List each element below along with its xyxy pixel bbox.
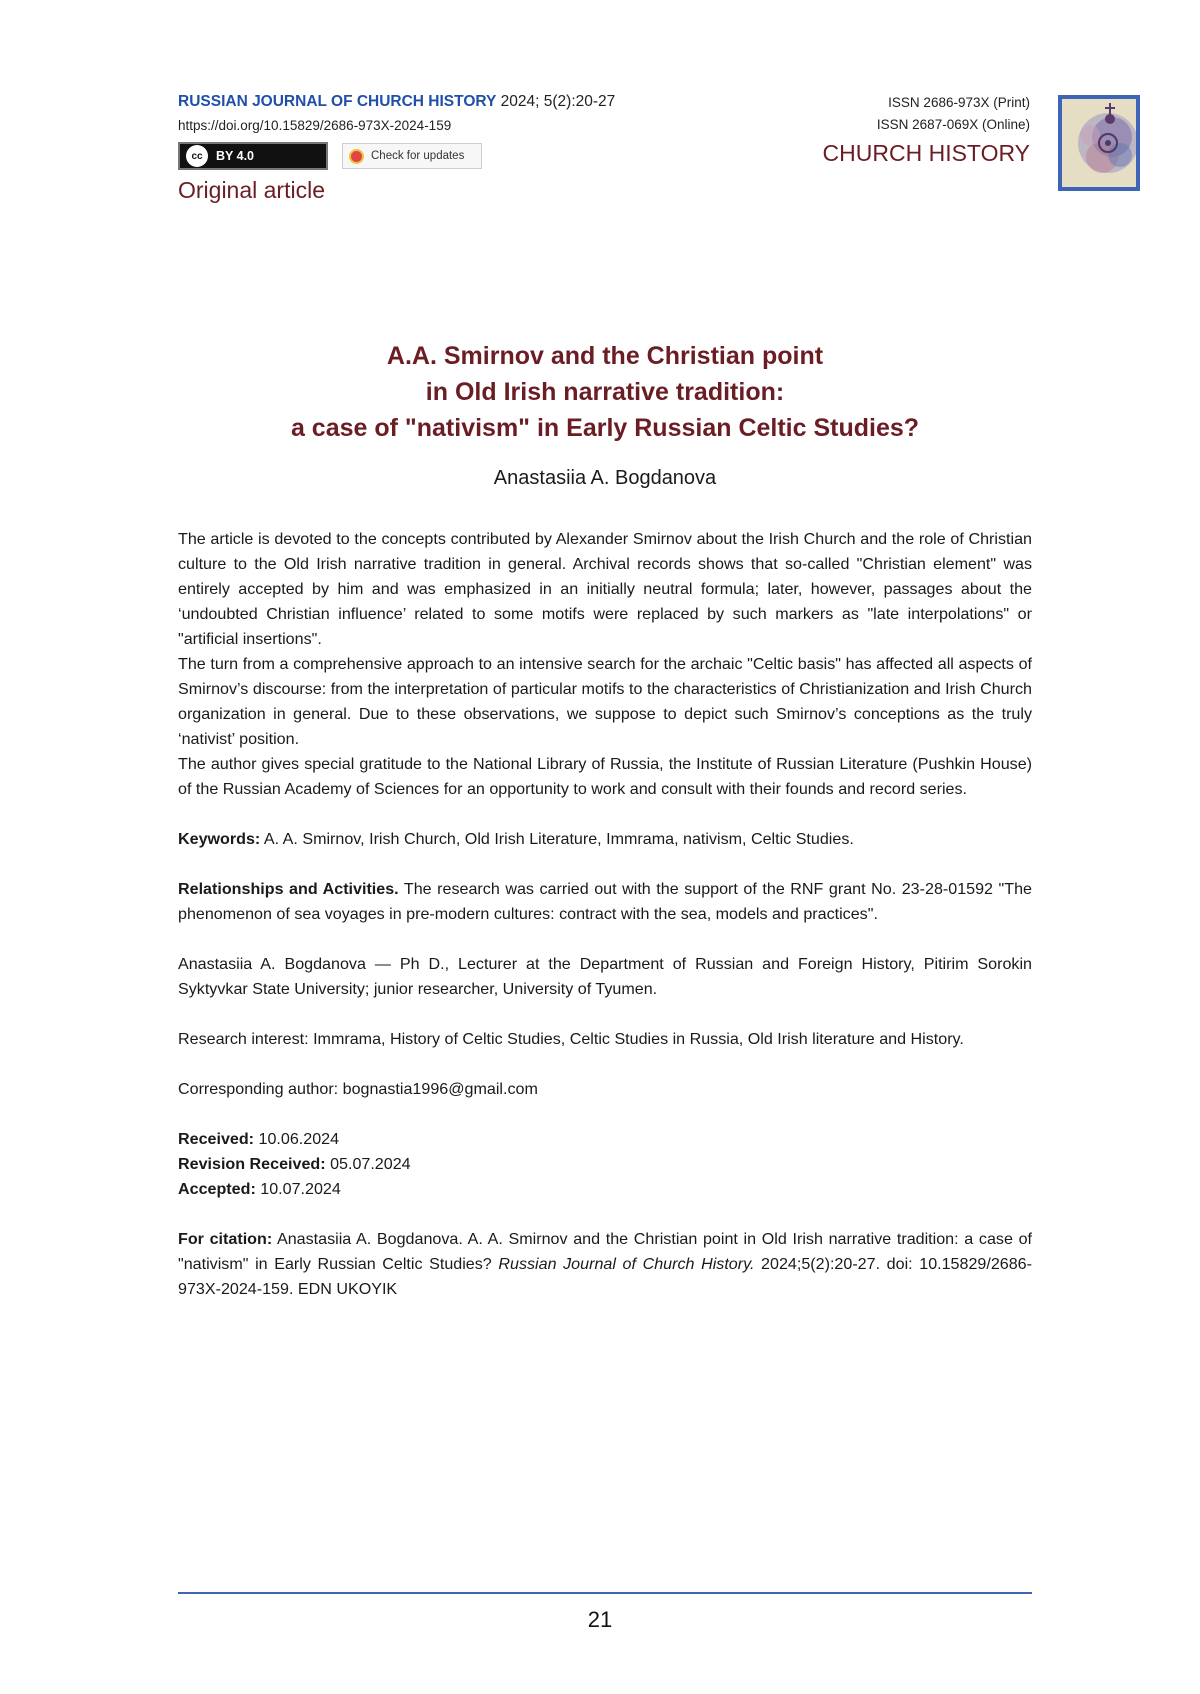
keywords <box>178 827 1032 852</box>
relationships-label: Relationships and Activities. <box>178 880 399 898</box>
relationships-text: The research was carried out with the support of the RNF grant No. 23-28-01592 "The phenomenon of sea voyages in pre-modern cultures: contract with the sea, models and practices". <box>178 880 1032 923</box>
section-name: CHURCH HISTORY <box>822 140 1030 166</box>
journal-name: RUSSIAN JOURNAL OF CHURCH HISTORY <box>178 93 497 110</box>
keywords-text: A. A. Smirnov, Irish Church, Old Irish Literature, Immrama, nativism, Celtic Studies. <box>260 830 854 848</box>
crossmark-icon <box>349 149 364 164</box>
keywords-label: Keywords: <box>178 830 261 848</box>
date-revision <box>178 1152 1032 1177</box>
revision-value: 05.07.2024 <box>325 1155 411 1173</box>
footer-rule <box>178 1592 1032 1594</box>
accepted-label: Accepted: <box>178 1180 256 1198</box>
received-label: Received: <box>178 1130 255 1148</box>
abstract <box>178 527 1032 802</box>
abstract-paragraph-3: The author gives special gratitude to the National Library of Russia, the Institute of Russian Literature (Pushkin House) of the Russian Academy of Sciences for an opportunity to work and consult with their founds and record series. <box>178 755 1032 798</box>
page-number: 21 <box>587 1607 613 1632</box>
date-received <box>178 1127 1032 1152</box>
journal-logo-icon <box>1058 95 1140 191</box>
article-title-line-2: in Old Irish narrative tradition: <box>425 378 785 406</box>
license-label: BY 4.0 <box>216 149 254 163</box>
abstract-paragraph-2: The turn from a comprehensive approach to an intensive search for the archaic "Celtic basis" has affected all aspects of Smirnov’s discourse: from the interpretation of particular motifs to the characteristics of Christianization and Irish Church organization in general. Due to these observations, we suppose to depict such Smirnov’s conceptions as the truly ‘nativist’ position. <box>178 655 1032 748</box>
relationships <box>178 877 1032 927</box>
issn-print: ISSN 2686-973X (Print) <box>888 95 1030 110</box>
article-title-line-3: a case of "nativism" in Early Russian Celtic Studies? <box>290 414 920 442</box>
dates <box>178 1127 1032 1202</box>
logo-graphic <box>1062 99 1136 187</box>
accepted-value: 10.07.2024 <box>255 1180 341 1198</box>
research-interest: Research interest: Immrama, History of Celtic Studies, Celtic Studies in Russia, Old Irish literature and History. <box>178 1030 964 1048</box>
cc-icon: cc <box>186 145 208 167</box>
journal-line <box>178 92 698 112</box>
check-updates-button[interactable] <box>342 143 482 169</box>
citation-text-before: Anastasiia A. Bogdanova. A. A. Smirnov and the Christian point in Old Irish narrative tradition: a case of "nativism" in Early Russian Celtic Studies? <box>178 1230 1033 1273</box>
check-updates-label: Check for updates <box>371 150 465 162</box>
citation-journal: Russian Journal of Church History. <box>498 1255 755 1273</box>
citation <box>178 1227 1032 1302</box>
citation-label: For citation: <box>178 1230 273 1248</box>
header-right <box>690 92 1030 167</box>
author-name: Anastasiia A. Bogdanova <box>493 467 717 489</box>
badges <box>178 142 698 170</box>
received-value: 10.06.2024 <box>254 1130 340 1148</box>
issn-online: ISSN 2687-069X (Online) <box>876 117 1030 132</box>
title-block <box>178 338 1032 491</box>
date-accepted <box>178 1177 1032 1202</box>
citation-text-after: 2024;5(2):20-27. doi: 10.15829/2686-973X-2024-159. EDN UKOYIK <box>178 1255 1032 1298</box>
doi-link[interactable]: https://doi.org/10.15829/2686-973X-2024-159 <box>178 118 452 133</box>
corresponding-author[interactable]: Corresponding author: bognastia1996@gmail.com <box>178 1080 538 1098</box>
cc-license-badge[interactable] <box>178 142 328 170</box>
header-left <box>178 92 698 204</box>
author-info: Anastasiia A. Bogdanova — Ph D., Lecturer at the Department of Russian and Foreign History, Pitirim Sorokin Syktyvkar State University; junior researcher, University of Tyumen. <box>178 955 1032 998</box>
article-type: Original article <box>178 177 325 203</box>
revision-label: Revision Received: <box>178 1155 326 1173</box>
article-title-line-1: A.A. Smirnov and the Christian point <box>386 342 824 370</box>
abstract-paragraph-1: The article is devoted to the concepts contributed by Alexander Smirnov about the Irish Church and the role of Christian culture to the Old Irish narrative tradition in general. Archival records shows that so-called "Christian element" was entirely accepted by him and was emphasized in an initially neutral formula; later, however, passages about the ‘undoubted Christian influence’ related to some motifs were replaced by such markers as "late interpolations" or "artificial insertions". <box>178 530 1032 648</box>
journal-issue: 2024; 5(2):20-27 <box>500 93 616 110</box>
body-block <box>178 527 1032 1302</box>
